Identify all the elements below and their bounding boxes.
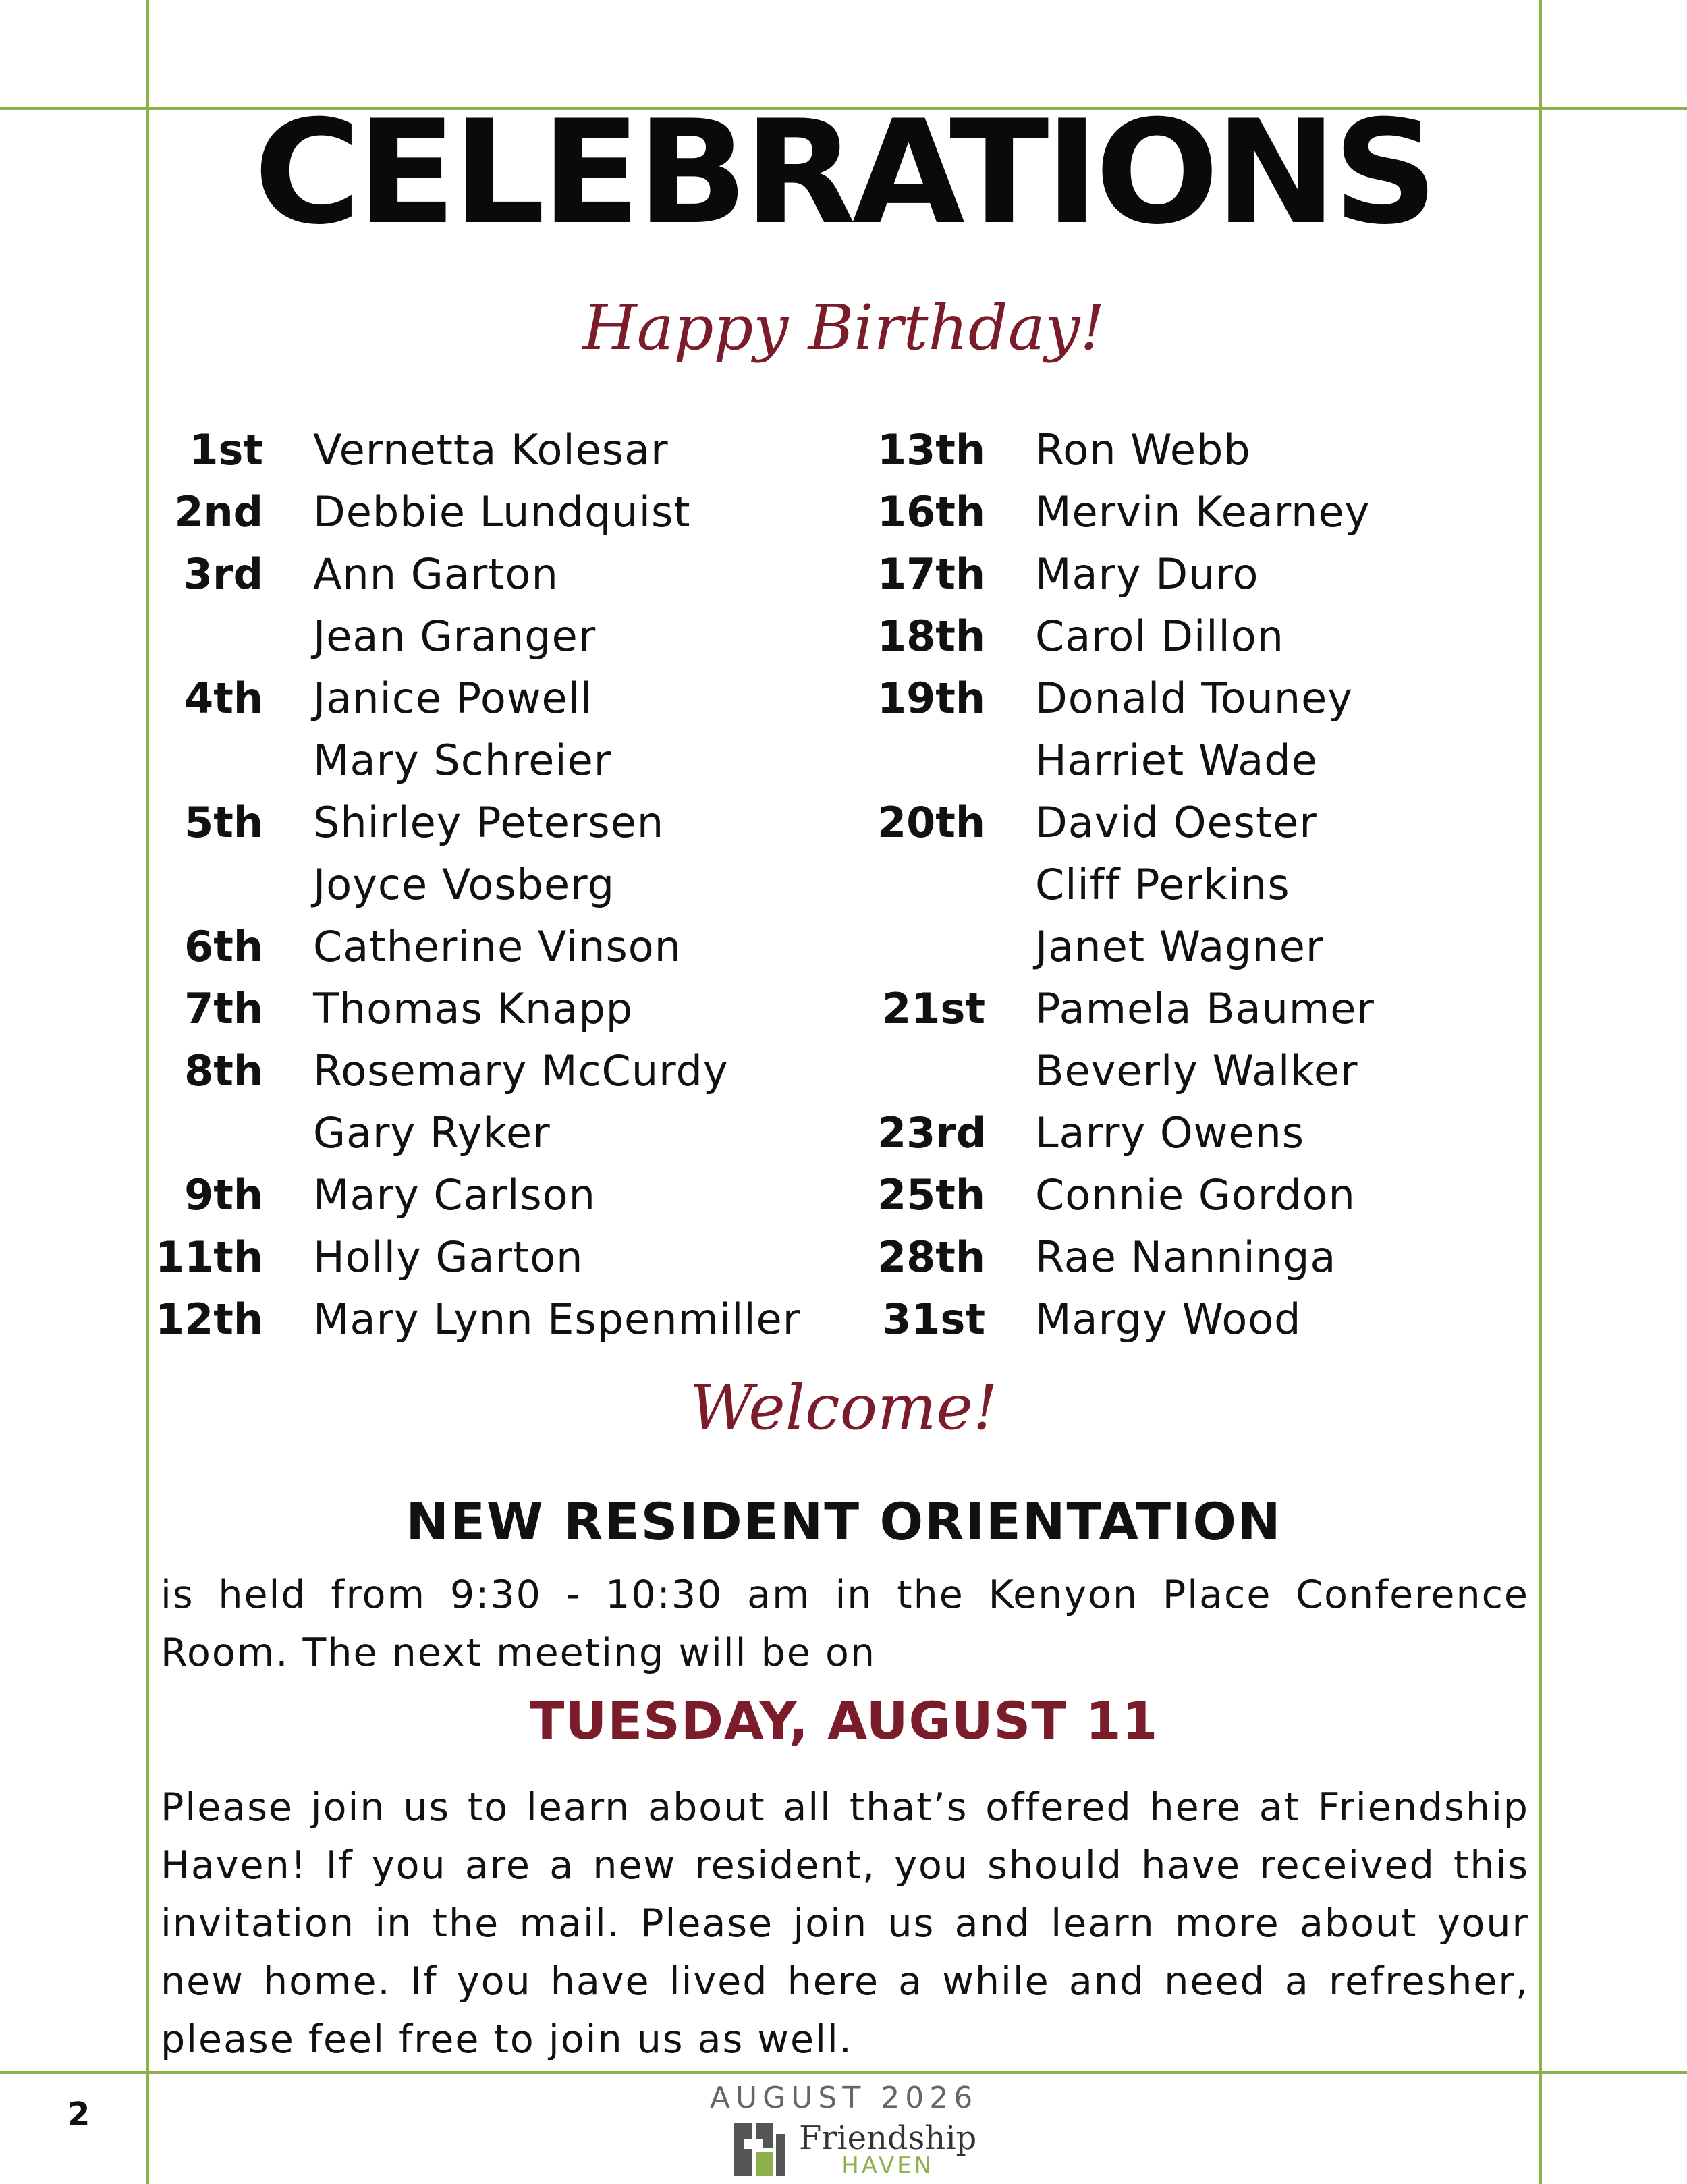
birthday-day: 20th: [877, 797, 986, 847]
birthday-day: 4th: [184, 673, 263, 723]
birthday-name: Margy Wood: [1035, 1294, 1302, 1344]
birthday-name: Ann Garton: [313, 549, 559, 599]
birthday-day: 17th: [877, 549, 986, 599]
birthday-name: Larry Owens: [1035, 1108, 1305, 1157]
birthday-day: 13th: [877, 425, 986, 474]
birthday-name: Beverly Walker: [1035, 1045, 1358, 1095]
birthday-day: 6th: [184, 921, 263, 971]
birthday-row: [155, 853, 800, 915]
birthday-row: [877, 729, 1375, 791]
birthday-name: Joyce Vosberg: [313, 859, 615, 909]
birthday-day: 3rd: [183, 549, 263, 599]
orientation-title: NEW RESIDENT ORIENTATION: [406, 1492, 1282, 1552]
birthday-day: 7th: [184, 983, 263, 1033]
birthday-name: Mary Lynn Espenmiller: [313, 1294, 801, 1344]
birthday-row: [155, 729, 800, 791]
orientation-date: TUESDAY, AUGUST 11: [529, 1691, 1159, 1751]
birthday-day: 25th: [877, 1170, 986, 1220]
birthday-row: [877, 1226, 1375, 1288]
issue-month: AUGUST 2026: [709, 2081, 978, 2115]
birthday-day: 16th: [877, 487, 986, 537]
birthday-row: [155, 1288, 800, 1350]
birthday-name: Mervin Kearney: [1035, 487, 1371, 537]
logo-name: Friendship: [799, 2119, 977, 2157]
birthday-day: 1st: [189, 425, 263, 474]
birthday-day: 19th: [877, 673, 986, 723]
birthday-row: [877, 791, 1375, 853]
birthday-name: Donald Touney: [1035, 673, 1353, 723]
birthday-row: [155, 481, 800, 543]
birthday-day: 23rd: [877, 1108, 987, 1157]
birthday-row: [155, 418, 800, 481]
birthday-row: [155, 543, 800, 605]
birthday-row: [155, 977, 800, 1039]
birthday-row: [877, 853, 1375, 915]
birthday-day: 11th: [155, 1232, 264, 1282]
birthday-row: [877, 667, 1375, 729]
birthday-list-left: [155, 418, 800, 1350]
birthday-name: Pamela Baumer: [1035, 983, 1375, 1033]
birthday-row: [877, 1101, 1375, 1164]
birthday-name: Gary Ryker: [313, 1108, 551, 1157]
birthday-name: Mary Duro: [1035, 549, 1259, 599]
birthday-list-right: [877, 418, 1375, 1350]
birthday-row: [155, 1226, 800, 1288]
birthday-name: Mary Carlson: [313, 1170, 596, 1220]
birthday-day: 9th: [184, 1170, 263, 1220]
birthday-name: Mary Schreier: [313, 735, 612, 785]
logo-mark-icon: [729, 2119, 790, 2180]
birthday-row: [155, 605, 800, 667]
birthday-row: [155, 1164, 800, 1226]
birthday-row: [877, 1288, 1375, 1350]
page-number: 2: [67, 2096, 90, 2133]
border-line-right: [1539, 0, 1542, 2184]
birthday-name: Catherine Vinson: [313, 921, 682, 971]
birthday-day: 12th: [155, 1294, 264, 1344]
birthday-row: [877, 418, 1375, 481]
birthday-row: [155, 1039, 800, 1101]
birthday-name: Cliff Perkins: [1035, 859, 1290, 909]
birthday-day: 31st: [882, 1294, 985, 1344]
birthday-day: 18th: [877, 611, 986, 661]
birthday-name: Carol Dillon: [1035, 611, 1284, 661]
birthday-day: 21st: [882, 983, 985, 1033]
birthday-name: Thomas Knapp: [313, 983, 634, 1033]
birthday-name: Harriet Wade: [1035, 735, 1318, 785]
birthday-name: Janet Wagner: [1035, 921, 1324, 971]
birthday-row: [877, 1039, 1375, 1101]
birthday-row: [155, 915, 800, 977]
birthday-name: Holly Garton: [313, 1232, 584, 1282]
birthday-name: Debbie Lundquist: [313, 487, 691, 537]
birthday-name: Janice Powell: [313, 673, 593, 723]
birthday-day: 5th: [184, 797, 263, 847]
birthday-row: [155, 791, 800, 853]
birthday-day: 28th: [877, 1232, 986, 1282]
invitation-text: Please join us to learn about all that’s offered here at Friendship Haven! If you are a new resident, you should have received this invitation in the mail. Please join us and learn more about your new home. If you have lived here a while and need a refresher, please feel free to join us as well.: [161, 1785, 1529, 2062]
birthday-row: [155, 1101, 800, 1164]
birthday-row: [877, 543, 1375, 605]
birthday-name: Ron Webb: [1035, 425, 1251, 474]
birthday-name: Rosemary McCurdy: [313, 1045, 729, 1095]
birthday-name: Connie Gordon: [1035, 1170, 1356, 1220]
birthday-row: [877, 915, 1375, 977]
birthday-name: Vernetta Kolesar: [313, 425, 669, 474]
birthday-row: [877, 605, 1375, 667]
birthday-name: David Oester: [1035, 797, 1317, 847]
logo-subtitle: HAVEN: [841, 2152, 935, 2179]
birthday-name: Jean Granger: [313, 611, 597, 661]
birthday-day: 2nd: [174, 487, 263, 537]
birthday-row: [877, 977, 1375, 1039]
orientation-text: is held from 9:30 - 10:30 am in the Kenyon Place Conference Room. The next meeting will be on: [161, 1573, 1529, 1675]
birthday-row: [877, 1164, 1375, 1226]
birthday-heading: Happy Birthday!: [582, 292, 1105, 364]
birthday-row: [155, 667, 800, 729]
birthday-name: Shirley Petersen: [313, 797, 665, 847]
welcome-heading: Welcome!: [690, 1371, 998, 1444]
birthday-row: [877, 481, 1375, 543]
birthday-day: 8th: [184, 1045, 263, 1095]
page-title: CELEBRATIONS: [254, 89, 1434, 256]
border-line-bottom: [0, 2071, 1687, 2074]
friendship-haven-logo: [729, 2119, 976, 2180]
birthday-name: Rae Nanninga: [1035, 1232, 1337, 1282]
